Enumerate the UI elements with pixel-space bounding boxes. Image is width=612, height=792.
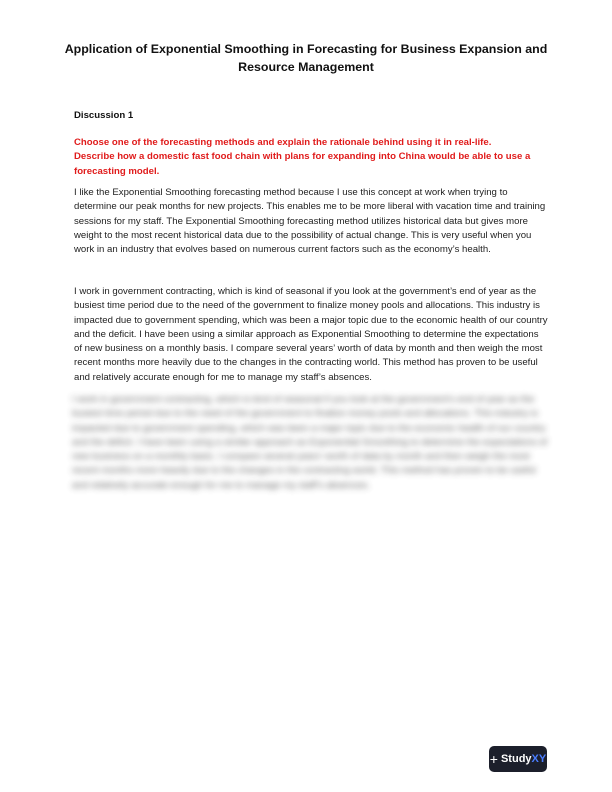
- document-title: Application of Exponential Smoothing in Forecasting for Business Expansion and Resource Management: [64, 42, 548, 74]
- body-paragraph: I work in government contracting, which is kind of seasonal if you look at the government’s end of year as the busiest time period due to the need of the government to finalize money pools and allocations. This industry is impacted due to government spending, which was been a major topic due to the economic health of our country and the deficit. I have been using a similar approach as Exponential Smoothing to determine the expectations of new business on a monthly basis. I compare several years’ worth of data by month and then weigh the most recent months more heavily due to the changes in the contracting world. This method has proven to be useful and relatively accurate enough for me to manage my staff’s absences.: [74, 286, 548, 383]
- badge-brand: [501, 753, 546, 765]
- prompt-line: Choose one of the forecasting methods and explain the rationale behind using it in real-life.: [74, 137, 492, 148]
- badge-brand-accent: XY: [531, 753, 547, 765]
- prompt-line: Describe how a domestic fast food chain with plans for expanding into China would be able to use a forecasting model.: [74, 151, 531, 177]
- plus-icon: +: [489, 751, 498, 767]
- body-paragraph: I like the Exponential Smoothing forecasting method because I use this concept at work when trying to determine our peak months for new projects. This enables me to be more liberal with vacation time and training sessions for my staff. The Exponential Smoothing forecasting method utilizes historical data but gives more weight to the most recent historical data due to the possibility of actual change. This is very useful when you work in an industry that evolves based on numerous current factors such as the economy’s health.: [74, 187, 546, 256]
- badge-brand-text: Study: [500, 753, 532, 765]
- discussion-prompt: [74, 136, 544, 179]
- section-heading: Discussion 1: [74, 110, 134, 121]
- blurred-content: I work in government contracting, which is kind of seasonal if you look at the government’s end of year as the busiest time period due to the need of the government to finalize money pools and allocations. This industry is impacted due to government spending, which was been a major topic due to the economic health of our country and the deficit. I have been using a similar approach as Exponential Smoothing to determine the expectations of new business on a monthly basis. I compare several years’ worth of data by month and then weigh the most recent months more heavily due to the changes in the contracting world. This method has proven to be useful and relatively accurate enough for me to manage my staff’s absences.: [72, 394, 548, 491]
- studyxy-badge[interactable]: [489, 746, 547, 772]
